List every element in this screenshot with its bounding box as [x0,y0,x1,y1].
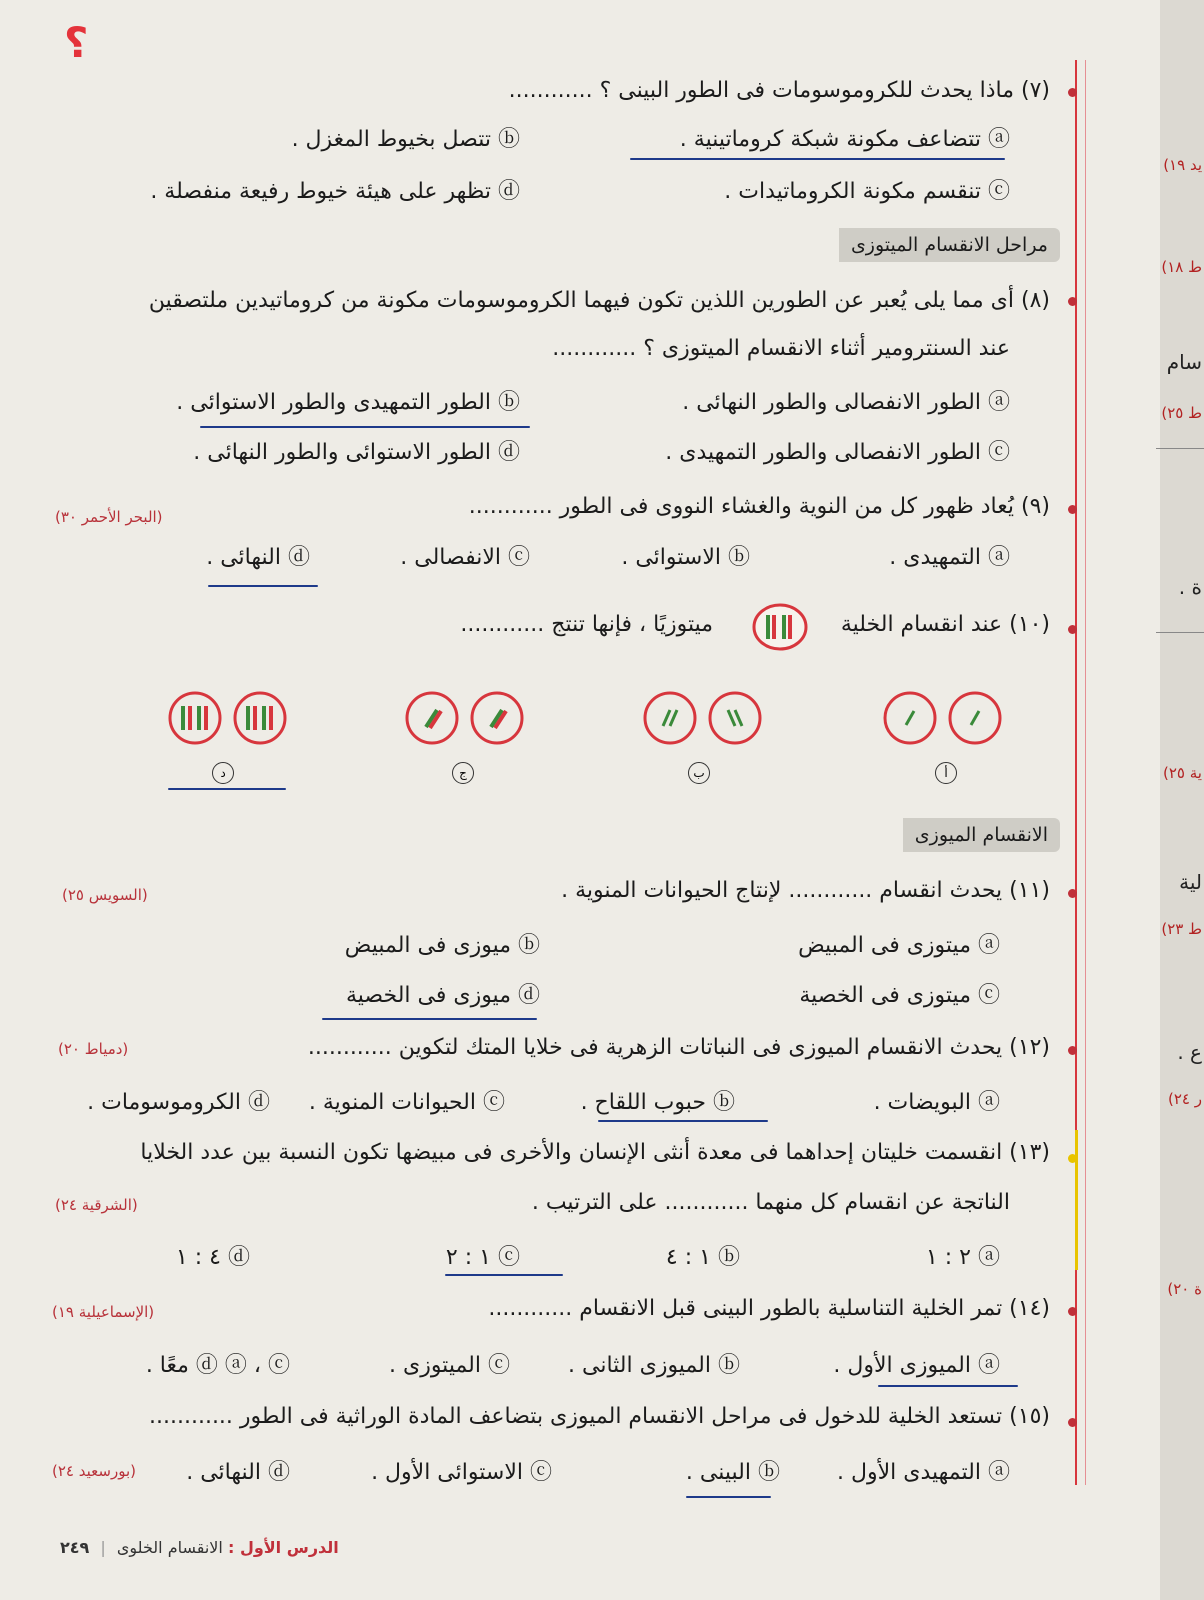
question-7-option-d: ⓓ تظهر على هيئة خيوط رفيعة منفصلة . [150,179,520,204]
question-14-option-d: ⓓ ⓐ ، ⓒ معًا . [145,1353,290,1378]
bullet-icon [1068,889,1077,898]
question-8-stem-line2: عند السنترومير أثناء الانقسام الميتوزى ؟ ............ [552,336,1010,361]
question-15-option-c: ⓒ الاستوائى الأول . [371,1460,552,1485]
margin-label: ر ٢٤) [1168,1090,1202,1108]
question-7-stem: (٧) ماذا يحدث للكروموسومات فى الطور البينى ؟ ............ [508,78,1050,103]
bullet-icon [1068,1307,1077,1316]
question-8-stem-line1: (٨) أى مما يلى يُعبر عن الطورين اللذين تكون فيهما الكروموسومات مكونة من كروماتيدين ملتصقين [148,288,1050,313]
question-9-option-a: ⓐ التمهيدى . [889,545,1010,570]
question-15-option-b: ⓑ البينى . [685,1460,780,1485]
question-13-option-b: ⓑ ١ : ٤ [665,1245,740,1270]
question-12-stem: (١٢) يحدث الانقسام الميوزى فى النباتات الزهرية فى خلايا المتك لتكوين ............ [307,1035,1050,1060]
question-11-option-a: ⓐ ميتوزى فى المبيض [798,933,1000,958]
answer-underline [630,158,1005,160]
option-letter-b: ب [688,762,710,784]
margin-label: ية ٢٥) [1163,764,1202,782]
margin-label: يد ١٩) [1163,156,1202,174]
question-15-option-d: ⓓ النهائى . [186,1460,290,1485]
question-10-stem-start: (١٠) عند انقسام الخلية [840,612,1050,637]
margin-label: ع . [1177,1040,1202,1064]
answer-underline [598,1120,768,1122]
question-13-stem-line1: (١٣) انقسمت خليتان إحداهما فى معدة أنثى الإنسان والأخرى فى مبيضها تكون النسبة بين عدد الخلايا [140,1140,1050,1165]
option-letter-a: أ [935,762,957,784]
question-14-source: (الإسماعيلية ١٩) [52,1303,155,1321]
question-7-option-a: ⓐ تتضاعف مكونة شبكة كروماتينية . [679,127,1010,152]
question-15-source: (بورسعيد ٢٤) [52,1462,136,1480]
question-7-option-b: ⓑ تتصل بخيوط المغزل . [291,127,520,152]
question-7-option-c: ⓒ تنقسم مكونة الكروماتيدات . [724,179,1010,204]
answer-underline [200,426,530,428]
bullet-icon [1068,505,1077,514]
question-14-option-c: ⓒ الميتوزى . [388,1353,510,1378]
bullet-icon [1068,88,1077,97]
question-13-option-c: ⓒ ١ : ٢ [445,1245,520,1270]
question-12-option-d: ⓓ الكروموسومات . [87,1090,270,1115]
question-12-option-b: ⓑ حبوب اللقاح . [580,1090,735,1115]
question-11-stem: (١١) يحدث انقسام ............ لإنتاج الحيوانات المنوية . [561,878,1050,903]
bullet-icon [1068,297,1077,306]
margin-label: سام [1166,350,1202,374]
question-11-option-d: ⓓ ميوزى فى الخصية [345,983,540,1008]
question-12-option-a: ⓐ البويضات . [873,1090,1000,1115]
question-11-option-b: ⓑ ميوزى فى المبيض [344,933,540,958]
question-9-option-c: ⓒ الانفصالى . [400,545,530,570]
margin-label: ط ٢٥) [1161,404,1202,422]
margin-highlight [1075,1130,1078,1270]
question-9-stem: (٩) يُعاد ظهور كل من النوية والغشاء النووى فى الطور ............ [468,494,1050,519]
page-number: ٢٤٩ [60,1538,90,1557]
footer-lesson: الدرس الأول : [227,1538,339,1557]
margin-line [1075,60,1077,1485]
option-d-cells-image [165,690,290,746]
question-14-option-a: ⓐ الميوزى الأول . [833,1353,1000,1378]
margin-label: ة . [1178,575,1202,599]
margin-rule [1156,632,1204,633]
answer-underline [686,1496,771,1498]
option-letter-c: ج [452,762,474,784]
question-12-source: (دمياط ٢٠) [58,1040,129,1058]
question-11-source: (السويس ٢٥) [62,886,148,904]
bullet-icon [1068,1418,1077,1427]
question-14-option-b: ⓑ الميوزى الثانى . [568,1353,740,1378]
adjacent-page-edge [1160,0,1204,1600]
option-c-cells-image [402,690,527,746]
question-8-option-d: ⓓ الطور الاستوائى والطور النهائى . [193,440,520,465]
question-9-option-d: ⓓ النهائى . [206,545,310,570]
question-mark-icon: ؟ [64,18,89,67]
question-9-source: (البحر الأحمر ٣٠) [55,508,163,526]
question-15-option-a: ⓐ التمهيدى الأول . [837,1460,1010,1485]
margin-label: لية [1179,870,1202,894]
question-8-option-c: ⓒ الطور الانفصالى والطور التمهيدى . [665,440,1010,465]
answer-underline [445,1274,563,1276]
page-footer [50,1538,339,1557]
question-8-option-b: ⓑ الطور التمهيدى والطور الاستوائى . [176,390,520,415]
bullet-icon [1068,1154,1077,1163]
footer-title: الانقسام الخلوى [116,1538,223,1557]
margin-label: ط ١٨) [1161,258,1202,276]
section-header-mitosis: مراحل الانقسام الميتوزى [839,228,1060,262]
margin-label: ة ٢٠) [1167,1280,1202,1298]
margin-line-thin [1085,60,1086,1485]
answer-underline [322,1018,537,1020]
question-8-option-a: ⓐ الطور الانفصالى والطور النهائى . [682,390,1010,415]
question-13-option-d: ⓓ ٤ : ١ [175,1245,250,1270]
option-b-cells-image [640,690,765,746]
answer-underline [878,1385,1018,1387]
bullet-icon [1068,1046,1077,1055]
question-10-stem-end: ميتوزيًا ، فإنها تنتج ............ [460,612,713,637]
answer-underline [208,585,318,587]
question-13-option-a: ⓐ ٢ : ١ [925,1245,1000,1270]
margin-rule [1156,448,1204,449]
option-a-cells-image [880,690,1005,746]
bullet-icon [1068,625,1077,634]
question-11-option-c: ⓒ ميتوزى فى الخصية [799,983,1000,1008]
question-13-source: (الشرقية ٢٤) [55,1196,138,1214]
answer-underline [168,788,286,790]
dividing-cell-icon [752,603,808,651]
option-letter-d: د [212,762,234,784]
section-header-meiosis: الانقسام الميوزى [903,818,1060,852]
footer-separator: | [100,1538,106,1557]
margin-label: ط ٢٣) [1161,920,1202,938]
question-13-stem-line2: الناتجة عن انقسام كل منهما ............ على الترتيب . [531,1190,1010,1215]
question-14-stem: (١٤) تمر الخلية التناسلية بالطور البينى قبل الانقسام ............ [488,1296,1050,1321]
question-15-stem: (١٥) تستعد الخلية للدخول فى مراحل الانقسام الميوزى بتضاعف المادة الوراثية فى الطور ............ [149,1404,1050,1429]
question-12-option-c: ⓒ الحيوانات المنوية . [308,1090,505,1115]
question-9-option-b: ⓑ الاستوائى . [621,545,750,570]
